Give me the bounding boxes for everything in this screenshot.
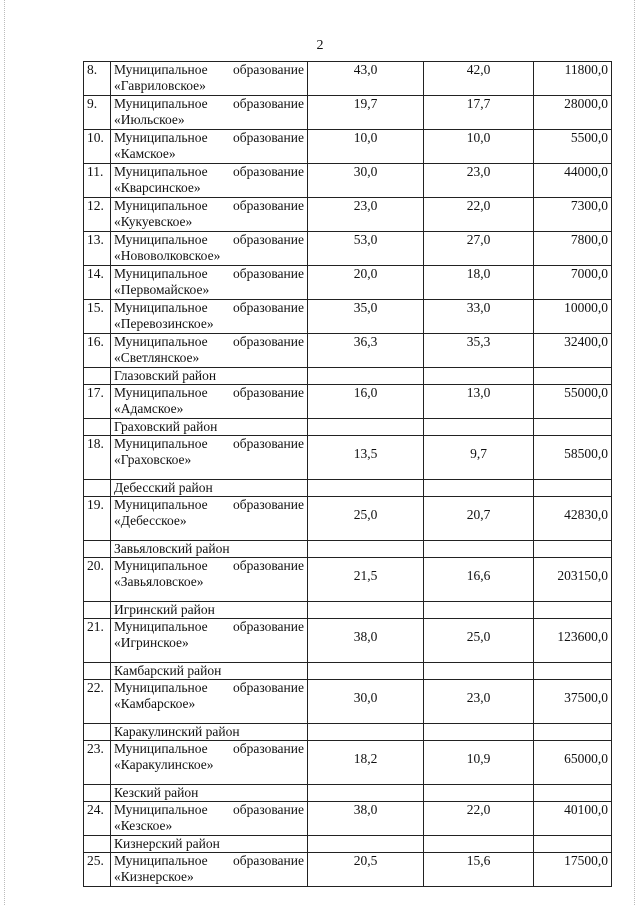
name-word-2: образование (233, 385, 304, 400)
name-word-1: Муниципальное (114, 232, 208, 247)
district-empty-2 (424, 724, 534, 741)
district-empty-3 (534, 785, 612, 802)
table-row (84, 334, 612, 368)
value-col-1: 18,2 (308, 741, 424, 785)
name-word-2: образование (233, 558, 304, 573)
district-empty-num (84, 602, 111, 619)
name-word-1: Муниципальное (114, 436, 208, 451)
name-line-2: «Кезское» (114, 818, 173, 833)
page-edge-right (634, 0, 636, 905)
name-word-2: образование (233, 62, 304, 77)
name-word-1: Муниципальное (114, 741, 208, 756)
value-col-1: 36,3 (308, 334, 424, 368)
value-col-1: 13,5 (308, 436, 424, 480)
name-word-2: образование (233, 619, 304, 634)
table-row (84, 853, 612, 887)
value-col-1: 35,0 (308, 300, 424, 334)
row-number: 13. (84, 232, 111, 266)
name-word-2: образование (233, 497, 304, 512)
row-number: 19. (84, 497, 111, 541)
district-name: Дебесский район (111, 480, 308, 497)
table-row (84, 619, 612, 663)
table-row (84, 232, 612, 266)
value-col-3: 40100,0 (534, 802, 612, 836)
name-word-1: Муниципальное (114, 802, 208, 817)
value-col-1: 43,0 (308, 62, 424, 96)
value-col-1: 20,5 (308, 853, 424, 887)
district-name: Кизнерский район (111, 836, 308, 853)
district-name: Кезский район (111, 785, 308, 802)
district-empty-2 (424, 419, 534, 436)
value-col-2: 23,0 (424, 164, 534, 198)
value-col-2: 42,0 (424, 62, 534, 96)
name-word-2: образование (233, 300, 304, 315)
district-row (84, 602, 612, 619)
value-col-1: 53,0 (308, 232, 424, 266)
municipality-name (111, 853, 308, 887)
name-line-2: «Кукуевское» (114, 214, 193, 229)
value-col-3: 65000,0 (534, 741, 612, 785)
row-number: 20. (84, 558, 111, 602)
value-col-2: 15,6 (424, 853, 534, 887)
value-col-2: 18,0 (424, 266, 534, 300)
district-empty-1 (308, 419, 424, 436)
municipality-name (111, 558, 308, 602)
name-word-1: Муниципальное (114, 334, 208, 349)
row-number: 23. (84, 741, 111, 785)
name-word-2: образование (233, 232, 304, 247)
district-row (84, 836, 612, 853)
district-empty-3 (534, 419, 612, 436)
value-col-3: 44000,0 (534, 164, 612, 198)
name-line-2: «Первомайское» (114, 282, 210, 297)
district-empty-num (84, 785, 111, 802)
table-row (84, 62, 612, 96)
district-name: Граховский район (111, 419, 308, 436)
district-empty-1 (308, 724, 424, 741)
table-body (84, 62, 612, 887)
row-number: 14. (84, 266, 111, 300)
name-word-1: Муниципальное (114, 680, 208, 695)
value-col-3: 203150,0 (534, 558, 612, 602)
value-col-3: 37500,0 (534, 680, 612, 724)
row-number: 22. (84, 680, 111, 724)
name-word-1: Муниципальное (114, 164, 208, 179)
name-word-1: Муниципальное (114, 385, 208, 400)
row-number: 18. (84, 436, 111, 480)
district-empty-2 (424, 368, 534, 385)
name-line-2: «Камбарское» (114, 696, 196, 711)
district-empty-3 (534, 602, 612, 619)
district-empty-2 (424, 836, 534, 853)
name-word-1: Муниципальное (114, 497, 208, 512)
value-col-1: 25,0 (308, 497, 424, 541)
value-col-3: 17500,0 (534, 853, 612, 887)
district-row (84, 368, 612, 385)
value-col-2: 10,9 (424, 741, 534, 785)
value-col-1: 21,5 (308, 558, 424, 602)
municipality-name (111, 300, 308, 334)
row-number: 24. (84, 802, 111, 836)
value-col-1: 38,0 (308, 619, 424, 663)
table-row (84, 497, 612, 541)
name-line-2: «Перевозинское» (114, 316, 214, 331)
name-line-2: «Нововолковское» (114, 248, 221, 263)
page-edge-left (4, 0, 6, 905)
municipality-name (111, 96, 308, 130)
value-col-3: 55000,0 (534, 385, 612, 419)
municipality-name (111, 741, 308, 785)
table-row (84, 741, 612, 785)
table-row (84, 164, 612, 198)
name-word-1: Муниципальное (114, 62, 208, 77)
value-col-2: 25,0 (424, 619, 534, 663)
district-empty-1 (308, 836, 424, 853)
table-row (84, 96, 612, 130)
value-col-1: 20,0 (308, 266, 424, 300)
municipality-name (111, 802, 308, 836)
district-empty-num (84, 480, 111, 497)
value-col-1: 23,0 (308, 198, 424, 232)
district-empty-3 (534, 368, 612, 385)
district-empty-3 (534, 724, 612, 741)
row-number: 10. (84, 130, 111, 164)
district-empty-1 (308, 785, 424, 802)
table-row (84, 802, 612, 836)
district-name: Завьяловский район (111, 541, 308, 558)
name-word-1: Муниципальное (114, 558, 208, 573)
value-col-3: 28000,0 (534, 96, 612, 130)
district-empty-1 (308, 663, 424, 680)
name-word-2: образование (233, 130, 304, 145)
district-empty-3 (534, 480, 612, 497)
value-col-3: 58500,0 (534, 436, 612, 480)
value-col-3: 7800,0 (534, 232, 612, 266)
value-col-2: 9,7 (424, 436, 534, 480)
municipality-name (111, 334, 308, 368)
table-row (84, 266, 612, 300)
name-line-2: «Кизнерское» (114, 869, 194, 884)
value-col-3: 11800,0 (534, 62, 612, 96)
district-empty-num (84, 663, 111, 680)
value-col-3: 7000,0 (534, 266, 612, 300)
name-line-2: «Кварсинское» (114, 180, 201, 195)
district-row (84, 724, 612, 741)
district-empty-3 (534, 541, 612, 558)
name-line-2: «Июльское» (114, 112, 185, 127)
municipality-name (111, 619, 308, 663)
district-empty-2 (424, 785, 534, 802)
value-col-2: 23,0 (424, 680, 534, 724)
name-line-2: «Граховское» (114, 452, 192, 467)
name-line-2: «Игринское» (114, 635, 189, 650)
name-word-1: Муниципальное (114, 619, 208, 634)
district-empty-2 (424, 602, 534, 619)
district-row (84, 419, 612, 436)
district-empty-1 (308, 480, 424, 497)
value-col-2: 20,7 (424, 497, 534, 541)
value-col-1: 10,0 (308, 130, 424, 164)
name-word-2: образование (233, 266, 304, 281)
row-number: 17. (84, 385, 111, 419)
municipality-name (111, 164, 308, 198)
municipal-table (83, 61, 612, 887)
district-empty-3 (534, 836, 612, 853)
table-row (84, 385, 612, 419)
table-row (84, 558, 612, 602)
row-number: 9. (84, 96, 111, 130)
district-name: Игринский район (111, 602, 308, 619)
value-col-3: 32400,0 (534, 334, 612, 368)
name-line-2: «Светлянское» (114, 350, 200, 365)
name-word-2: образование (233, 802, 304, 817)
municipality-name (111, 680, 308, 724)
district-empty-2 (424, 480, 534, 497)
district-empty-3 (534, 663, 612, 680)
value-col-3: 10000,0 (534, 300, 612, 334)
district-row (84, 785, 612, 802)
row-number: 11. (84, 164, 111, 198)
name-word-2: образование (233, 741, 304, 756)
name-word-2: образование (233, 680, 304, 695)
name-word-2: образование (233, 96, 304, 111)
row-number: 8. (84, 62, 111, 96)
row-number: 25. (84, 853, 111, 887)
value-col-3: 5500,0 (534, 130, 612, 164)
table-row (84, 300, 612, 334)
district-row (84, 480, 612, 497)
name-word-2: образование (233, 164, 304, 179)
name-line-2: «Гавриловское» (114, 78, 206, 93)
name-line-2: «Завьяловское» (114, 574, 204, 589)
district-name: Каракулинский район (111, 724, 308, 741)
name-word-1: Муниципальное (114, 300, 208, 315)
name-word-2: образование (233, 436, 304, 451)
district-empty-num (84, 541, 111, 558)
district-empty-num (84, 836, 111, 853)
value-col-1: 16,0 (308, 385, 424, 419)
municipality-name (111, 232, 308, 266)
municipality-name (111, 62, 308, 96)
value-col-2: 22,0 (424, 802, 534, 836)
value-col-2: 16,6 (424, 558, 534, 602)
district-empty-1 (308, 541, 424, 558)
district-name: Глазовский район (111, 368, 308, 385)
name-word-1: Муниципальное (114, 96, 208, 111)
value-col-1: 19,7 (308, 96, 424, 130)
municipality-name (111, 385, 308, 419)
district-empty-num (84, 724, 111, 741)
page-number: 2 (316, 38, 324, 53)
value-col-2: 35,3 (424, 334, 534, 368)
district-row (84, 663, 612, 680)
district-row (84, 541, 612, 558)
value-col-2: 10,0 (424, 130, 534, 164)
name-word-1: Муниципальное (114, 198, 208, 213)
value-col-3: 7300,0 (534, 198, 612, 232)
district-empty-2 (424, 663, 534, 680)
row-number: 12. (84, 198, 111, 232)
value-col-1: 38,0 (308, 802, 424, 836)
name-word-1: Муниципальное (114, 130, 208, 145)
name-line-2: «Каракулинское» (114, 757, 214, 772)
district-empty-2 (424, 541, 534, 558)
name-word-1: Муниципальное (114, 853, 208, 868)
municipality-name (111, 266, 308, 300)
municipality-name (111, 497, 308, 541)
value-col-1: 30,0 (308, 680, 424, 724)
name-word-2: образование (233, 853, 304, 868)
row-number: 21. (84, 619, 111, 663)
district-empty-num (84, 368, 111, 385)
value-col-3: 123600,0 (534, 619, 612, 663)
table-row (84, 680, 612, 724)
row-number: 16. (84, 334, 111, 368)
district-empty-1 (308, 368, 424, 385)
district-name: Камбарский район (111, 663, 308, 680)
district-empty-1 (308, 602, 424, 619)
name-word-2: образование (233, 334, 304, 349)
row-number: 15. (84, 300, 111, 334)
name-line-2: «Адамское» (114, 401, 184, 416)
table-row (84, 198, 612, 232)
municipality-name (111, 198, 308, 232)
name-word-1: Муниципальное (114, 266, 208, 281)
name-word-2: образование (233, 198, 304, 213)
value-col-2: 33,0 (424, 300, 534, 334)
municipality-name (111, 130, 308, 164)
name-line-2: «Дебесское» (114, 513, 187, 528)
value-col-3: 42830,0 (534, 497, 612, 541)
value-col-2: 13,0 (424, 385, 534, 419)
district-empty-num (84, 419, 111, 436)
name-line-2: «Камское» (114, 146, 176, 161)
value-col-1: 30,0 (308, 164, 424, 198)
value-col-2: 27,0 (424, 232, 534, 266)
table-row (84, 130, 612, 164)
value-col-2: 22,0 (424, 198, 534, 232)
value-col-2: 17,7 (424, 96, 534, 130)
municipality-name (111, 436, 308, 480)
table-row (84, 436, 612, 480)
